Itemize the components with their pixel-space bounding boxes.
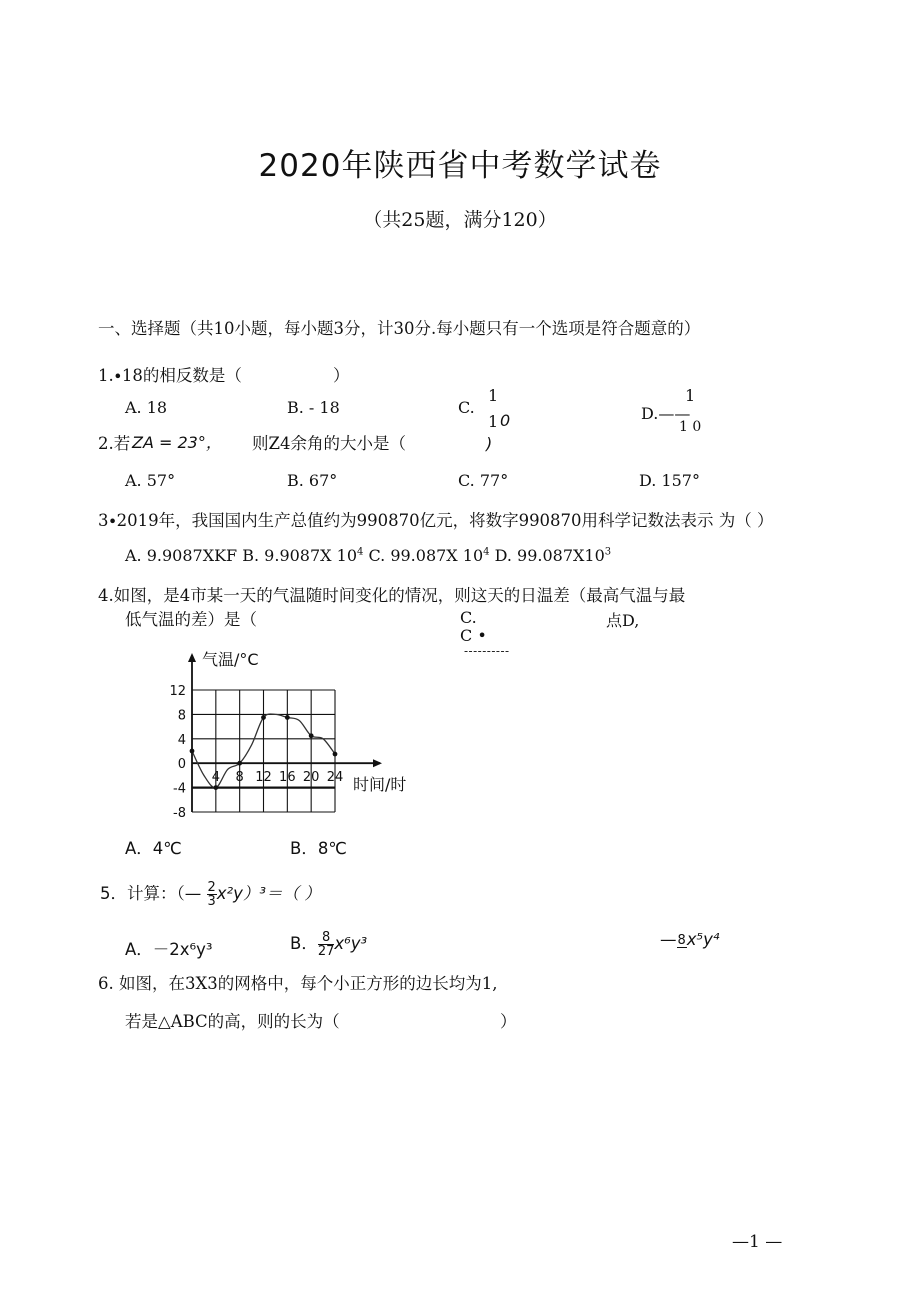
q3-option-b-exponent: 4 [357,546,364,558]
q5-stem-prefix: 5．计算：（— [100,884,202,903]
q6-stem-line2: 若是△ABC的高，则的长为（ [125,1012,340,1031]
q1-option-d-numerator: 1 [685,386,696,405]
y-tick-label: -8 [173,806,186,821]
q5-stem-denominator: 3 [207,894,216,909]
q5-stem-numerator: 2 [207,880,216,895]
q5-stem-suffix: x²y）³＝（ ） [216,884,321,903]
y-tick-label: 12 [169,684,186,699]
q3-option-d-exponent: 3 [604,546,612,558]
q1-option-c-sub: 0 [500,411,511,430]
q2-stem-prefix: 2.若 [98,434,131,453]
q1-option-c-numerator: 1 [488,386,499,405]
x-axis-arrow [373,759,382,767]
q5-option-d-fraction [677,934,687,948]
q1-option-d-denominator: 1 0 [679,419,702,435]
q4-option-a: A．4℃ [125,839,182,858]
q4-stray-c1: C. [460,608,477,627]
q5-option-d-prefix: — [660,930,677,949]
q4-option-b: B．8℃ [290,839,347,858]
x-tick-label: 16 [279,770,296,786]
y-axis-label: 气温/°C [202,650,259,669]
q1-stem: 1.∙18的相反数是（ [98,366,242,385]
q3-option-d: D. 99.087X10 [494,546,605,565]
q5-option-b-denominator: 27 [317,944,335,959]
data-point [333,752,338,757]
q5-stem-fraction [207,881,217,908]
y-axis-arrow [188,653,196,662]
data-point [285,715,290,720]
q3-option-b: B. 9.9087X 10 [242,546,357,565]
q2-option-a: A. 57° [125,471,176,490]
section-heading: 一、选择题（共10小题，每小题3分，计30分.每小题只有一个选项是符合题意的） [98,319,701,338]
q2-option-d: D. 157° [639,471,700,490]
q1-option-d-prefix: D.—— [641,404,691,423]
temperature-chart [165,645,435,824]
q4-stem-line2: 低气温的差）是（ [125,610,257,629]
q3-stem: 3∙2019年，我国国内生产总值约为990870亿元，将数字990870用科学记数法表示 为（ ） [98,511,774,530]
q5-option-b-fraction [318,931,335,958]
q5-option-d-suffix: x⁵y⁴ [686,930,720,949]
q6-stem-line1: 6. 如图，在3X3的网格中，每个小正方形的边长均为1, [98,974,498,993]
q6-stem-close: ） [500,1012,517,1031]
q1-option-c-tail: ) [486,434,493,453]
q5-option-a: A．－2x⁶y³ [125,940,213,959]
page-subtitle: （共25题，满分120） [363,209,557,231]
page-title: 2020年陕西省中考数学试卷 [258,148,662,184]
q2-option-c: C. 77° [458,471,509,490]
q4-stem-line1: 4.如图，是4市某一天的气温随时间变化的情况，则这天的日温差（最高气温与最 [98,586,686,605]
q3-option-a: A. 9.9087XKF [125,546,238,565]
temperature-chart-svg [165,645,435,820]
y-tick-label: 8 [177,708,186,724]
q3-option-c: C. 99.087X 10 [368,546,484,565]
q5-option-d [660,930,720,949]
q1-option-b: B. - 18 [287,398,340,417]
data-point [213,785,218,790]
q5-stem [100,880,321,908]
q5-option-b-suffix: x⁶y³ [334,934,368,953]
x-tick-label: 12 [255,770,272,786]
q5-option-d-numerator: 8 [677,932,686,948]
q4-stray-point-label: 点D, [606,611,640,630]
q5-option-b [290,930,367,958]
page-number: —1 — [732,1232,783,1252]
q5-option-b-numerator: 8 [318,931,335,945]
q1-option-a: A. 18 [125,398,168,417]
q3-options [125,546,611,565]
x-axis-label: 时间/时 [353,775,407,795]
q1-option-c-prefix: C. [458,398,475,417]
x-tick-label: 24 [326,770,344,786]
data-point [309,733,314,738]
x-tick-label: 8 [235,770,244,786]
q2-stem-math: ZA = 23°， [132,433,222,452]
x-tick-label: 20 [302,770,320,786]
q2-option-b: B. 67° [287,471,338,490]
y-tick-label: 0 [177,757,186,773]
y-tick-label: -4 [173,781,186,797]
q4-stray-c2: C • [460,626,487,645]
q4-stray-dashes: ---------- [464,644,510,658]
data-point [237,761,242,766]
data-point [190,749,195,754]
q1-stem-close: ） [333,366,350,385]
q2-stem-suffix: 则Z4余角的大小是（ [252,434,406,453]
y-tick-label: 4 [177,732,186,748]
q5-option-b-prefix: B． [290,934,318,953]
data-point [261,715,266,720]
q1-option-c-denominator: 1 [488,412,499,431]
q3-option-c-exponent: 4 [483,546,490,558]
x-tick-label: 4 [211,770,220,786]
